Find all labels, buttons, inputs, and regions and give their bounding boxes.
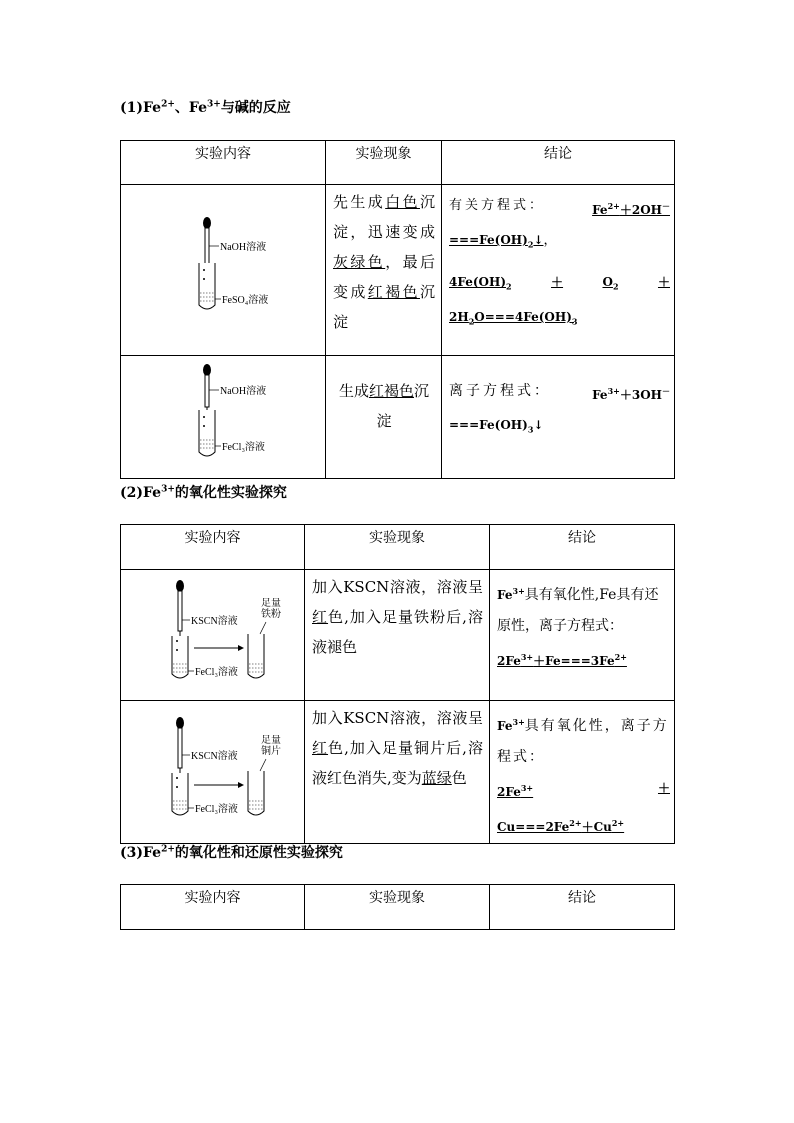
dropper-icon — [176, 580, 184, 640]
dropper-tube-figure — [163, 213, 283, 323]
equation-line-4: $2H_2O===4Fe(OH)_3$ — [449, 309, 578, 327]
test-tube-icon — [248, 634, 264, 678]
header-conclusion: 结论 — [490, 885, 675, 930]
additive-label: 足量铁粉 — [260, 598, 281, 620]
table-row — [121, 701, 675, 844]
tube-label: FeCl₃溶液 — [194, 804, 238, 815]
conclusion-cell — [442, 356, 675, 479]
table-row — [121, 570, 675, 701]
reagent-label: NaOH溶液 — [220, 386, 267, 397]
table-fe2-redox — [120, 884, 675, 930]
table-header-row — [121, 141, 675, 185]
header-phenomenon: 实验现象 — [326, 141, 442, 185]
arrow-icon — [194, 782, 244, 788]
table-fe-base-reaction — [120, 140, 675, 479]
conclusion-cell — [442, 185, 675, 356]
header-phenomenon: 实验现象 — [305, 525, 490, 570]
test-tube-icon — [199, 410, 215, 456]
header-content: 实验内容 — [121, 885, 305, 930]
header-phenomenon: 实验现象 — [305, 885, 490, 930]
table-fe3-oxidation — [120, 524, 675, 844]
reagent-label: NaOH溶液 — [220, 242, 267, 253]
experiment-figure-cell — [121, 185, 326, 356]
header-content: 实验内容 — [121, 525, 305, 570]
tube-label: FeCl₃溶液 — [222, 442, 265, 453]
experiment-figure-cell — [121, 701, 305, 844]
phenomenon-cell: 先生成白色沉淀，迅速变成灰绿色，最后变成红褐色沉淀 — [326, 185, 442, 356]
dropper-tube-figure — [163, 360, 283, 470]
dropper-icon — [176, 717, 184, 777]
test-tube-icon — [248, 771, 264, 815]
table-header-row — [121, 525, 675, 570]
additive-label: 足量铜片 — [260, 735, 281, 757]
header-content: 实验内容 — [121, 141, 326, 185]
phenomenon-cell: 加入KSCN溶液，溶液呈红色,加入足量铜片后,溶液红色消失,变为蓝绿色 — [305, 701, 490, 844]
table-row — [121, 356, 675, 479]
tube-label: FeSO₄溶液 — [222, 295, 269, 306]
test-tube-icon — [172, 773, 188, 815]
section1-heading: $(1)Fe^{2+}$、$Fe^{3+}$与碱的反应 — [120, 99, 291, 116]
equation-line-1: 离子方程式： $Fe^{3+}+3OH^-$ — [449, 383, 670, 402]
section2-heading: $(2)Fe^{3+}$的氧化性实验探究 — [120, 484, 287, 501]
conclusion-cell: $Fe^{3+}$具有氧化性,Fe具有还原性，离子方程式： $2Fe^{3+}+Fe===3Fe^{2+}$ — [490, 570, 675, 701]
equation-line-2: $===Fe(OH)_3↓$ — [449, 418, 544, 435]
reagent-label: KSCN溶液 — [190, 751, 238, 762]
reagent-label: KSCN溶液 — [190, 616, 238, 627]
tube-label: FeCl₃溶液 — [194, 667, 238, 678]
experiment-figure-cell — [121, 570, 305, 701]
experiment-figure-cell — [121, 356, 326, 479]
phenomenon-cell: 加入KSCN溶液，溶液呈红色,加入足量铁粉后,溶液褪色 — [305, 570, 490, 701]
header-conclusion: 结论 — [442, 141, 675, 185]
conclusion-cell: $Fe^{3+}$具有氧化性，离子方程式： $2Fe^{3+}$ ＋ $Cu===2Fe^{2+}+Cu^{2+}$ — [490, 701, 675, 844]
two-tube-figure — [138, 578, 288, 688]
arrow-icon — [194, 645, 244, 651]
two-tube-figure — [138, 715, 288, 825]
header-conclusion: 结论 — [490, 525, 675, 570]
test-tube-icon — [172, 636, 188, 678]
equation-line-3: $4Fe(OH)_2$ ＋ $O_2$ ＋ — [449, 275, 670, 292]
equation-line-2: $===Fe(OH)_2↓$， — [449, 233, 557, 250]
equation-line-1: 有关方程式： $Fe^{2+}+2OH^-$ — [449, 198, 670, 217]
test-tube-icon — [199, 263, 215, 309]
section3-heading: $(3)Fe^{2+}$的氧化性和还原性实验探究 — [120, 844, 343, 861]
dropper-icon — [203, 364, 211, 414]
table-header-row — [121, 885, 675, 930]
table-row — [121, 185, 675, 356]
phenomenon-cell: 生成红褐色沉淀 — [326, 356, 442, 479]
